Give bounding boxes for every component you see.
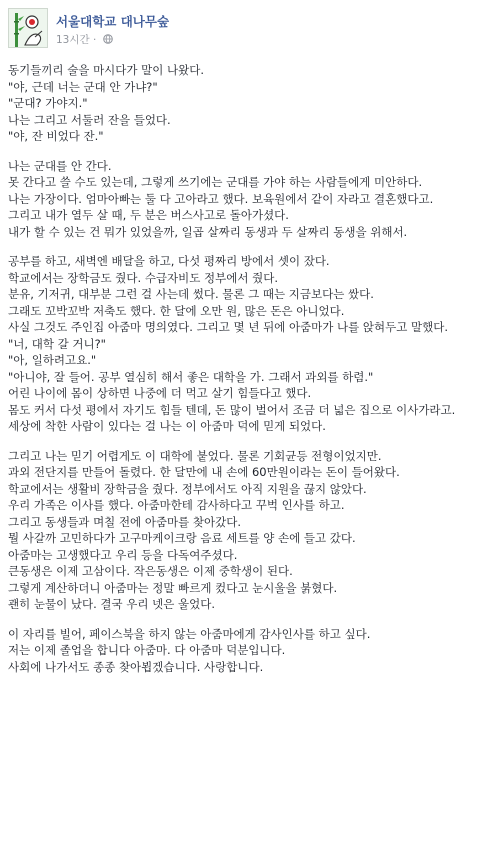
post-line: 세상에 착한 사람이 있다는 걸 나는 이 아줌마 덕에 믿게 되었다. [8,419,326,433]
post-header [8,8,486,56]
post-line: 아줌마는 고생했다고 우리 등을 다독여주셨다. [8,547,238,562]
post-paragraph-3 [8,253,488,435]
post-line: "야, 근데 너는 군대 안 가냐?" [8,79,158,94]
post-line: 나는 가장이다. 엄마아빠는 둘 다 고아라고 했다. 보육원에서 같이 자라고 결혼했다고. [8,191,434,206]
post-line: 학교에서는 생활비 장학금을 줬다. 정부에서도 아직 지원을 끊지 않았다. [8,481,367,496]
post-line: 분유, 기저귀, 대부분 그런 걸 사는데 썼다. 물론 그 때는 지금보다는 쌌다. [8,287,374,301]
post-line: 공부를 하고, 새벽엔 배달을 하고, 다섯 평짜리 방에서 셋이 잤다. [8,254,330,268]
post-line: "아, 일하려고요." [8,353,97,367]
post-line: "아니야, 잘 들어. 공부 열심히 해서 좋은 대학을 가. 그래서 과외를 하렴." [8,369,374,384]
post-line: 그리고 동생들과 며칠 전에 아줌마를 찾아갔다. [8,514,242,529]
post-paragraph-2 [8,158,488,241]
post-line: 그리고 내가 열두 살 때, 두 분은 버스사고로 돌아가셨다. [8,208,289,222]
post-line: 우리 가족은 이사를 했다. 아줌마한테 감사하다고 꾸벅 인사를 하고. [8,498,345,512]
post-line: 사실 그것도 주인집 아줌마 명의였다. 그리고 몇 년 뒤에 아줌마가 나를 앉혀두고 말했다. [8,320,448,334]
post-line: "너, 대학 갈 거니?" [8,336,106,351]
post-line: 어린 나이에 몸이 상하면 나중에 더 먹고 살기 힘들다고 했다. [8,386,312,400]
post-line: 과외 전단지를 만들어 돌렸다. 한 달만에 내 손에 60만원이라는 돈이 들어왔다. [8,465,400,479]
post-body [8,62,488,688]
post-line: "야, 잔 비었다 잔." [8,129,104,143]
post-line: 저는 이제 졸업을 합니다 아줌마. 다 아줌마 덕분입니다. [8,643,286,657]
bamboo-logo-icon [9,9,48,48]
post-timestamp[interactable]: 13시간 [56,34,90,46]
post-line: 동기들끼리 술을 마시다가 말이 나왔다. [8,63,205,77]
post-line: 그리고 나는 믿기 어렵게도 이 대학에 붙었다. 물론 기회균등 전형이었지만. [8,448,382,463]
globe-icon [103,34,113,47]
post-line: 나는 그리고 서둘러 잔을 들었다. [8,112,171,127]
post-paragraph-4 [8,448,488,613]
post-line: 나는 군대를 안 간다. [8,158,112,173]
post-line: 뭘 사갈까 고민하다가 고구마케이크랑 음료 세트를 양 손에 들고 갔다. [8,531,356,545]
post-line: 학교에서는 장학금도 줬다. 수급자비도 정부에서 줬다. [8,270,278,285]
post-paragraph-5 [8,626,488,676]
post-line: 그렇게 계산하더니 아줌마는 정말 빠르게 컸다고 눈시울을 붉혔다. [8,580,338,595]
post-meta: 13시간 · [56,32,113,47]
post-line: 못 간다고 쓸 수도 있는데, 그렇게 쓰기에는 군대를 가야 하는 사람들에게 미안하다. [8,175,423,189]
post-paragraph-1 [8,62,488,145]
page-name-link[interactable]: 서울대학교 대나무숲 [56,14,170,29]
post-line: 큰동생은 이제 고삼이다. 작은동생은 이제 중학생이 된다. [8,564,293,578]
post-line: 내가 할 수 있는 건 뭐가 있었을까, 일곱 살짜리 동생과 두 살짜리 동생을 위해서. [8,224,408,239]
post-line: 몸도 커서 다섯 평에서 자기도 힘들 텐데, 돈 많이 벌어서 조금 더 넓은 집으로 이사가라고. [8,402,456,417]
post-line: 그래도 꼬박꼬박 저축도 했다. 한 달에 오만 원, 많은 돈은 아니었다. [8,303,345,318]
post-line: 사회에 나가서도 종종 찾아뵙겠습니다. 사랑합니다. [8,659,264,674]
post-line: 이 자리를 빌어, 페이스북을 하지 않는 아줌마에게 감사인사를 하고 싶다. [8,626,371,641]
page-avatar[interactable] [8,8,48,48]
post-line: "군대? 가야지." [8,96,88,110]
post-line: 괜히 눈물이 났다. 결국 우리 넷은 울었다. [8,597,215,611]
